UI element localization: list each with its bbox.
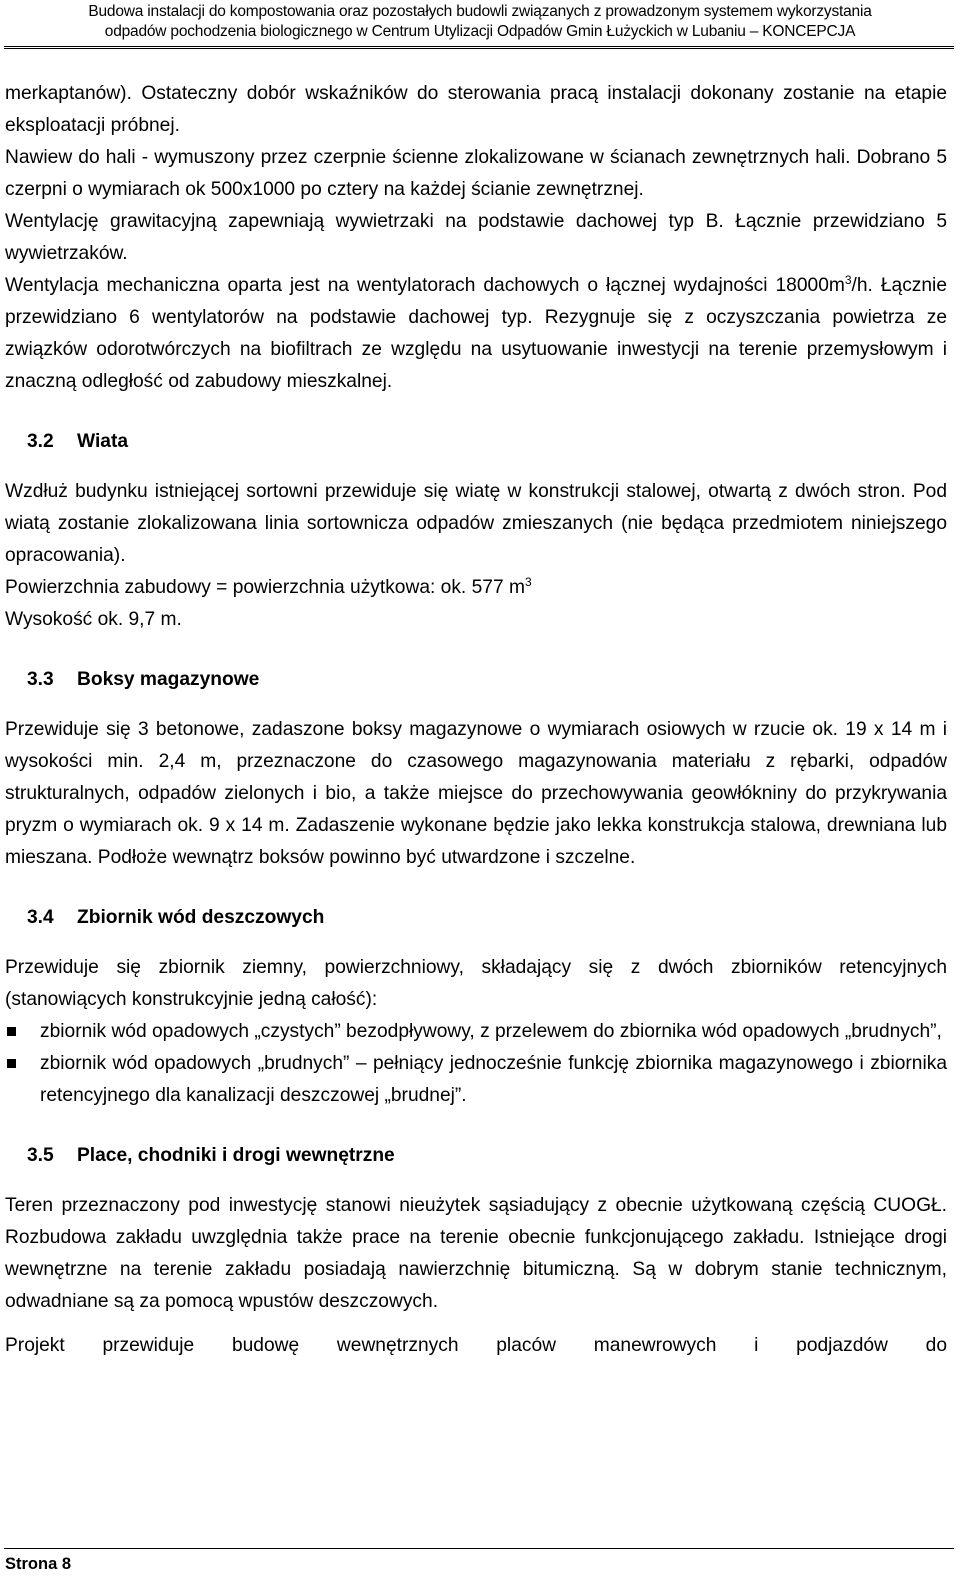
section-number: 3.5 — [27, 1145, 54, 1166]
list-item-text: zbiornik wód opadowych „brudnych” – pełniący jednocześnie funkcję zbiornika magazynowego i zbiornika retencyjnego dla kanalizacji deszczowej „brudnej”. — [40, 1053, 947, 1106]
section-heading-3-2 — [5, 426, 947, 458]
document-body — [5, 78, 947, 1362]
section-number: 3.3 — [27, 669, 54, 690]
tank-list — [5, 1016, 947, 1112]
section-3-5-paragraph-2: Projekt przewiduje budowę wewnętrznych placów manewrowych i podjazdów do — [5, 1335, 947, 1356]
section-title: Place, chodniki i drogi wewnętrzne — [77, 1145, 395, 1166]
intro-paragraph-1: merkaptanów). Ostateczny dobór wskaźników do sterowania pracą instalacji dokonany zostanie na etapie eksploatacji próbnej. — [5, 83, 947, 136]
list-item — [5, 1048, 947, 1112]
section-3-2-paragraph-3: Wysokość ok. 9,7 m. — [5, 609, 182, 630]
header-divider — [4, 46, 954, 47]
intro-paragraph-4-end: /h. Łącznie przewidziano 6 wentylatorów na podstawie dachowej typ. Rezygnuje się z oczyszczania powietrza ze związków odorotwórczych na biofiltrach ze względu na usytuowanie inwestycji na terenie przemysłowym i znaczną odległość od zabudowy mieszkalnej. — [5, 275, 947, 392]
section-title: Boksy magazynowe — [77, 669, 260, 690]
header-divider-secondary — [4, 48, 954, 49]
section-heading-3-3 — [5, 664, 947, 696]
area-text: Powierzchnia zabudowy = powierzchnia użytkowa: ok. 577 m — [5, 577, 525, 598]
list-item — [5, 1016, 947, 1048]
section-heading-3-5 — [5, 1140, 947, 1172]
intro-paragraph-4-start: Wentylacja mechaniczna oparta jest na wentylatorach dachowych o łącznej wydajności 18000m — [5, 275, 845, 296]
header-line-2: odpadów pochodzenia biologicznego w Centrum Utylizacji Odpadów Gmin Łużyckich w Lubaniu – KONCEPCJA — [104, 23, 856, 40]
section-3-2-paragraph-1: Wzdłuż budynku istniejącej sortowni przewiduje się wiatę w konstrukcji stalowej, otwartą z dwóch stron. Pod wiatą zostanie zlokalizowana linia sortownicza odpadów zmieszanych (nie będąca przedmiotem niniejszego opracowania). — [5, 481, 947, 566]
intro-paragraph-3: Wentylację grawitacyjną zapewniają wywietrzaki na podstawie dachowej typ B. Łącznie przewidziano 5 wywietrzaków. — [5, 211, 947, 264]
section-title: Zbiornik wód deszczowych — [77, 907, 325, 928]
section-number: 3.2 — [27, 431, 54, 452]
unit-superscript: 3 — [844, 273, 852, 287]
square-bullet-icon — [7, 1027, 16, 1036]
intro-paragraph-2: Nawiew do hali - wymuszony przez czerpnie ścienne zlokalizowane w ścianach zewnętrznych hali. Dobrano 5 czerpni o wymiarach ok 500x1000 po cztery na każdej ścianie zewnętrznej. — [5, 147, 947, 200]
section-3-3-paragraph-1: Przewiduje się 3 betonowe, zadaszone boksy magazynowe o wymiarach osiowych w rzucie ok. 19 x 14 m i wysokości min. 2,4 m, przeznaczone do czasowego magazynowania materiału z rębarki, odpadów strukturalnych, odpadów zielonych i bio, a także miejsce do przechowywania geowłókniny do przykrywania pryzm o wymiarach ok. 9 x 14 m. Zadaszenie wykonane będzie jako lekka konstrukcja stalowa, drewniana lub mieszana. Podłoże wewnątrz boksów powinno być utwardzone i szczelne. — [5, 719, 947, 868]
section-number: 3.4 — [27, 907, 54, 928]
section-3-4-paragraph-1: Przewiduje się zbiornik ziemny, powierzchniowy, składający się z dwóch zbiorników retencyjnych (stanowiących konstrukcyjnie jedną całość): — [5, 957, 947, 1010]
square-bullet-icon — [7, 1059, 16, 1068]
header-line-1: Budowa instalacji do kompostowania oraz pozostałych budowli związanych z prowadzonym systemem wykorzystania — [88, 3, 872, 20]
section-3-5-paragraph-1: Teren przeznaczony pod inwestycję stanowi nieużytek sąsiadujący z obecnie użytkowaną częścią CUOGŁ. Rozbudowa zakładu uwzględnia także prace na terenie obecnie funkcjonującego zakładu. Istniejące drogi wewnętrzne na terenie zakładu posiadają nawierzchnię bitumiczną. Są w dobrym stanie technicznym, odwadniane są za pomocą wpustów deszczowych. — [5, 1195, 947, 1312]
intro-paragraph-4 — [5, 270, 947, 398]
section-3-2-paragraph-2 — [5, 572, 947, 604]
page-number: Strona 8 — [5, 1555, 72, 1573]
list-item-text: zbiornik wód opadowych „czystych” bezodpływowy, z przelewem do zbiornika wód opadowych „brudnych”, — [40, 1021, 942, 1042]
section-title: Wiata — [77, 431, 129, 452]
section-heading-3-4 — [5, 902, 947, 934]
footer-divider — [4, 1548, 954, 1549]
unit-superscript: 3 — [524, 575, 532, 589]
page-header — [0, 0, 960, 44]
